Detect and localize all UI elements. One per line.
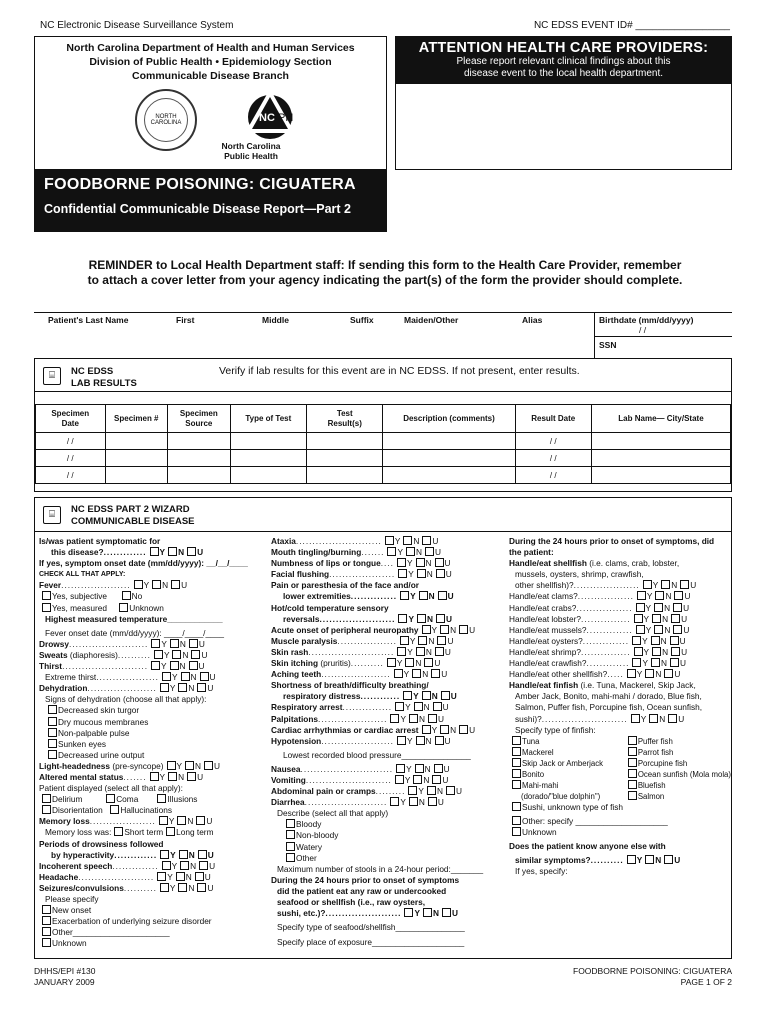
checkbox[interactable] xyxy=(400,636,409,645)
checkbox[interactable] xyxy=(408,786,417,795)
checkbox[interactable] xyxy=(415,764,424,773)
attention-line-1: Please report relevant clinical findings about this xyxy=(456,56,671,67)
col-test-type: Type of Test xyxy=(230,405,306,433)
checkbox[interactable] xyxy=(387,547,396,556)
checkbox[interactable] xyxy=(187,547,196,556)
checkbox[interactable] xyxy=(409,714,418,723)
checkbox[interactable] xyxy=(670,658,679,667)
checkbox[interactable] xyxy=(189,639,198,648)
col-specimen-number: Specimen # xyxy=(105,405,168,433)
checkbox[interactable] xyxy=(417,614,426,623)
checkbox[interactable] xyxy=(196,816,205,825)
checkbox[interactable] xyxy=(406,547,415,556)
form-title: FOODBORNE POISONING: CIGUATERA xyxy=(44,176,356,193)
checkbox[interactable] xyxy=(187,772,196,781)
column-1: Is/was patient symptomatic for this disease?............. Y N U If yes, symptom onset date (mm/dd/yyyy): __/__/____ CHECK ALL THAT APPLY: Fever..................... Y N U Yes, subjective No Yes, measured Unknown Highest measured temperature____________ Fever onset date (mm/dd/yyyy): ____/____/____ Drowsy........................ Y N U Sweats (diaphoresis).......... Y N U Thirst.......................... Y N U Extreme thirst................... Y N U Dehydration..................... Y N U Signs of dehydration (choose all that apply): Decreased skin turgor Dry mucous membranes Non-palpable pulse Sunken eyes Decreased urine output Light-headedness (pre-syncope) Y N U Altered mental status....... Y N U Patient displayed (select all that apply): Delirium Coma Illusions Disorientation Hallucinations Memory loss.................... Y N U Memory loss was: Short term Long term Periods of drowsiness followed by hyperactivity............. Y N U Incoherent speech.............. Y N U Headache....................... Y N U Seizures/convulsions.......... Y N U Please specify New onset Exacerbation of underlying seizure disorder Other_____________________ Unknown xyxy=(39,536,248,949)
checkbox[interactable] xyxy=(628,747,637,756)
checkbox[interactable] xyxy=(671,614,680,623)
checkbox[interactable] xyxy=(649,714,658,723)
checkbox[interactable] xyxy=(628,736,637,745)
checkbox[interactable] xyxy=(154,650,163,659)
agency-line-2: Division of Public Health • Epidemiology Section xyxy=(89,56,332,68)
checkbox[interactable] xyxy=(42,905,51,914)
checkbox[interactable] xyxy=(286,819,295,828)
checkbox[interactable] xyxy=(442,908,451,917)
checkbox[interactable] xyxy=(645,669,654,678)
checkbox[interactable] xyxy=(404,908,413,917)
checkbox[interactable] xyxy=(114,827,123,836)
checkbox[interactable] xyxy=(436,614,445,623)
svg-text:NC: NC xyxy=(259,112,275,124)
maiden-label: Maiden/Other xyxy=(404,315,459,325)
checkbox[interactable] xyxy=(48,728,57,737)
checkbox[interactable] xyxy=(512,780,521,789)
reminder: REMINDER to Local Health Department staff: If sending this form to the Health Care Provider, remember to attach a cover letter from your agency indicating the part(s) of the form the provider should complete. xyxy=(87,258,683,287)
checkbox[interactable] xyxy=(418,636,427,645)
checkbox[interactable] xyxy=(636,625,645,634)
table-row[interactable]: / / / / xyxy=(36,450,731,467)
checkbox[interactable] xyxy=(512,816,521,825)
lab-verify-text: Verify if lab results for this event are in NC EDSS. If not present, enter results. xyxy=(219,365,580,377)
checkbox[interactable] xyxy=(673,625,682,634)
checkbox[interactable] xyxy=(48,717,57,726)
checkbox[interactable] xyxy=(512,827,521,836)
table-row[interactable]: / / / / xyxy=(36,433,731,450)
alias-label: Alias xyxy=(522,315,543,325)
checkbox[interactable] xyxy=(189,661,198,670)
checkbox[interactable] xyxy=(436,569,445,578)
checkbox[interactable] xyxy=(168,772,177,781)
computer-icon: ⌸ xyxy=(43,367,61,385)
checkbox[interactable] xyxy=(512,802,521,811)
checkbox[interactable] xyxy=(628,769,637,778)
checkbox[interactable] xyxy=(204,761,213,770)
column-3: During the 24 hours prior to onset of symptoms, did the patient: Handle/eat shellfish (i.e. clams, crab, lobster, mussels, oysters, shrimp, crawfish, other shellfish)?.................... Y N U Handle/eat clams?................. Y N U Handle/eat crabs?................. Y N U Handle/eat lobster?............... Y N U Handle/eat mussels?.............. Y N U Handle/eat oysters?.............. Y N U Handle/eat shrimp?............... Y N U Handle/eat crawfish?............. Y N U Handle/eat other shellfish?..... Y N U Handle/eat finfish (i.e. Tuna, Mackerel, Skip Jack, Amber Jack, Bonito, mahi-mahi / dorado, Blue fish, Salmon, Puffer fish, Porcupine fish, Ocean sunfish, sushi)?.......................... Y N U Specify type of finfish: Tuna Mackerel Skip Jack or Amberjack Bonito Mahi-mahi (dorado/"blue dolphin") Puffer fish Parrot fish Porcupine fish Ocean sunfish (Mola mola) Bluefish Salmon Sushi, unknown type of fish Other: specify ____________________ Unknown Does the patient know anyone else with similar symptoms?.......... Y N U If yes, specify: xyxy=(509,536,731,876)
checkbox[interactable] xyxy=(171,580,180,589)
checkbox[interactable] xyxy=(512,747,521,756)
last-name-label: Patient's Last Name xyxy=(48,315,129,325)
checkbox[interactable] xyxy=(181,672,190,681)
checkbox[interactable] xyxy=(162,672,171,681)
checkbox[interactable] xyxy=(160,850,169,859)
checkbox[interactable] xyxy=(48,739,57,748)
checkbox[interactable] xyxy=(185,761,194,770)
checkbox[interactable] xyxy=(176,872,185,881)
checkbox[interactable] xyxy=(427,786,436,795)
checkbox[interactable] xyxy=(110,805,119,814)
checkbox[interactable] xyxy=(162,861,171,870)
patient-info-row xyxy=(34,312,732,358)
checkbox[interactable] xyxy=(151,639,160,648)
checkbox[interactable] xyxy=(178,683,187,692)
col-description: Description (comments) xyxy=(383,405,515,433)
checkbox[interactable] xyxy=(422,725,431,734)
checkbox[interactable] xyxy=(459,725,468,734)
col-specimen-date: Specimen Date xyxy=(36,405,106,433)
checkbox[interactable] xyxy=(628,791,637,800)
checkbox[interactable] xyxy=(423,908,432,917)
checkbox[interactable] xyxy=(422,536,431,545)
checkbox[interactable] xyxy=(390,797,399,806)
checkbox[interactable] xyxy=(177,816,186,825)
checkbox[interactable] xyxy=(628,758,637,767)
col-test-result: Test Result(s) xyxy=(307,405,383,433)
checkbox[interactable] xyxy=(637,591,646,600)
checkbox[interactable] xyxy=(627,669,636,678)
table-row[interactable]: / / / / xyxy=(36,467,731,484)
checkbox[interactable] xyxy=(434,764,443,773)
agency-line-3: Communicable Disease Branch xyxy=(132,70,289,82)
checkbox[interactable] xyxy=(431,669,440,678)
checkbox[interactable] xyxy=(664,669,673,678)
checkbox[interactable] xyxy=(286,853,295,862)
checkbox[interactable] xyxy=(636,603,645,612)
checkbox[interactable] xyxy=(670,636,679,645)
checkbox[interactable] xyxy=(422,625,431,634)
checkbox[interactable] xyxy=(42,603,51,612)
checkbox[interactable] xyxy=(395,702,404,711)
checkbox[interactable] xyxy=(416,558,425,567)
checkbox[interactable] xyxy=(119,603,128,612)
checkbox[interactable] xyxy=(416,736,425,745)
state-seal-icon: NORTH CAROLINA xyxy=(135,89,197,151)
checkbox[interactable] xyxy=(152,580,161,589)
checkbox[interactable] xyxy=(446,786,455,795)
checkbox[interactable] xyxy=(159,816,168,825)
checkbox[interactable] xyxy=(668,714,677,723)
checkbox[interactable] xyxy=(150,772,159,781)
form-title-bar xyxy=(34,170,387,232)
checkbox[interactable] xyxy=(414,702,423,711)
checkbox[interactable] xyxy=(134,580,143,589)
checkbox[interactable] xyxy=(398,614,407,623)
checkbox[interactable] xyxy=(197,683,206,692)
checkbox[interactable] xyxy=(197,883,206,892)
checkbox[interactable] xyxy=(395,775,404,784)
checkbox[interactable] xyxy=(397,647,406,656)
checkbox[interactable] xyxy=(512,758,521,767)
checkbox[interactable] xyxy=(412,669,421,678)
checkbox[interactable] xyxy=(417,569,426,578)
checkbox[interactable] xyxy=(394,669,403,678)
checkbox[interactable] xyxy=(674,591,683,600)
birthdate-field[interactable]: / / xyxy=(639,325,647,335)
checkbox[interactable] xyxy=(435,647,444,656)
col-lab-name: Lab Name— City/State xyxy=(591,405,730,433)
checkbox[interactable] xyxy=(396,764,405,773)
checkbox[interactable] xyxy=(671,647,680,656)
event-id: NC EDSS EVENT ID# _________________ xyxy=(533,20,730,31)
checkbox[interactable] xyxy=(42,927,51,936)
middle-name-label: Middle xyxy=(262,315,289,325)
checkbox[interactable] xyxy=(168,547,177,556)
checkbox[interactable] xyxy=(150,547,159,556)
svg-text:PH: PH xyxy=(278,112,294,124)
checkbox[interactable] xyxy=(286,830,295,839)
computer-icon: ⌸ xyxy=(43,506,61,524)
checkbox[interactable] xyxy=(387,658,396,667)
checkbox[interactable] xyxy=(403,691,412,700)
checkbox[interactable] xyxy=(160,683,169,692)
checkbox[interactable] xyxy=(435,558,444,567)
attention-title: ATTENTION HEALTH CARE PROVIDERS: xyxy=(418,40,709,56)
checkbox[interactable] xyxy=(180,861,189,870)
lab-results-section xyxy=(34,358,732,492)
checkbox[interactable] xyxy=(416,647,425,656)
checkbox[interactable] xyxy=(438,591,447,600)
checkbox[interactable] xyxy=(172,650,181,659)
checkbox[interactable] xyxy=(160,883,169,892)
checkbox[interactable] xyxy=(652,614,661,623)
checkbox[interactable] xyxy=(397,558,406,567)
checkbox[interactable] xyxy=(661,580,670,589)
checkbox[interactable] xyxy=(199,861,208,870)
checkbox[interactable] xyxy=(512,769,521,778)
checkbox[interactable] xyxy=(167,761,176,770)
checkbox[interactable] xyxy=(385,536,394,545)
checkbox[interactable] xyxy=(48,750,57,759)
checkbox[interactable] xyxy=(440,725,449,734)
column-2: Ataxia.......................... Y N U Mouth tingling/burning....... Y N U Numbness of lips or tongue.... Y N U Facial flushing.................... Y N U Pain or paresthesia of the face and/or lower extremities.............. Y N U Hot/cold temperature sensory reversals....................... Y N U Acute onset of peripheral neuropathy Y N U Muscle paralysis.................. Y N U Skin rash.......................... Y N U Skin itching (pruritis).......... Y N U Aching teeth..................... Y N U Shortness of breath/difficulty breathing/ respiratory distress............ Y N U Respiratory arrest............... Y N U Palpitations..................... Y N U Cardiac arrhythmias or cardiac arrest Y N U Hypotension...................... Y N U Lowest recorded blood pressure_______________ Nausea............................ Y N U Vomiting.......................... Y N U Abdominal pain or cramps......... Y N U Diarrhea......................... Y N U Describe (select all that apply) Bloody Non-bloody Watery Other Maximum number of stools in a 24-hour period:_______ During the 24 hours prior to onset of symptoms did the patient eat any raw or undercooked seafood or shellfish (i.e., raw oysters, sushi, etc.)?....................... Y N U Specify type of seafood/shellfish_______________ Specify place of exposure____________________ xyxy=(271,536,484,948)
checkbox[interactable] xyxy=(428,714,437,723)
checkbox[interactable] xyxy=(424,658,433,667)
checkbox[interactable] xyxy=(48,705,57,714)
footer-page: FOODBORNE POISONING: CIGUATERA PAGE 1 OF 2 xyxy=(573,966,732,987)
checkbox[interactable] xyxy=(631,714,640,723)
checkbox[interactable] xyxy=(191,650,200,659)
checkbox[interactable] xyxy=(170,661,179,670)
checkbox[interactable] xyxy=(440,625,449,634)
col-result-date: Result Date xyxy=(515,405,591,433)
checkbox[interactable] xyxy=(425,547,434,556)
checkbox[interactable] xyxy=(398,569,407,578)
checkbox[interactable] xyxy=(390,714,399,723)
checkbox[interactable] xyxy=(179,850,188,859)
checkbox[interactable] xyxy=(627,855,636,864)
checkbox[interactable] xyxy=(433,702,442,711)
checkbox[interactable] xyxy=(170,639,179,648)
checkbox[interactable] xyxy=(419,591,428,600)
agency-header xyxy=(34,36,387,170)
checkbox[interactable] xyxy=(432,775,441,784)
checkbox[interactable] xyxy=(654,603,663,612)
cd-section-title: NC EDSS PART 2 WIZARD COMMUNICABLE DISEASE xyxy=(71,504,195,527)
logo-text: North Carolina Public Health xyxy=(221,141,281,161)
checkbox[interactable] xyxy=(673,603,682,612)
ssn-label: SSN xyxy=(599,340,617,350)
communicable-disease-section xyxy=(34,497,732,959)
checkbox[interactable] xyxy=(459,625,468,634)
checkbox[interactable] xyxy=(42,938,51,947)
checkbox[interactable] xyxy=(422,691,431,700)
checkbox[interactable] xyxy=(195,872,204,881)
checkbox[interactable] xyxy=(655,591,664,600)
checkbox[interactable] xyxy=(664,855,673,864)
checkbox[interactable] xyxy=(680,580,689,589)
checkbox[interactable] xyxy=(122,591,131,600)
attention-line-2: disease event to the local health department. xyxy=(463,68,664,79)
checkbox[interactable] xyxy=(651,636,660,645)
checkbox[interactable] xyxy=(645,855,654,864)
checkbox[interactable] xyxy=(651,658,660,667)
checkbox[interactable] xyxy=(42,805,51,814)
checkbox[interactable] xyxy=(178,883,187,892)
checkbox[interactable] xyxy=(286,842,295,851)
first-name-label: First xyxy=(176,315,195,325)
checkbox[interactable] xyxy=(437,636,446,645)
system-name: NC Electronic Disease Surveillance System xyxy=(40,20,234,31)
checkbox[interactable] xyxy=(435,736,444,745)
checkbox[interactable] xyxy=(198,850,207,859)
attention-box xyxy=(395,36,732,170)
checkbox[interactable] xyxy=(405,658,414,667)
checkbox[interactable] xyxy=(42,916,51,925)
lab-results-table xyxy=(35,404,731,484)
checkbox[interactable] xyxy=(151,661,160,670)
checkbox[interactable] xyxy=(403,536,412,545)
checkbox[interactable] xyxy=(166,827,175,836)
checkbox[interactable] xyxy=(441,691,450,700)
checkbox[interactable] xyxy=(512,736,521,745)
checkbox[interactable] xyxy=(400,591,409,600)
checkbox[interactable] xyxy=(652,647,661,656)
agency-line-1: North Carolina Department of Health and Human Services xyxy=(66,42,355,54)
checkbox[interactable] xyxy=(397,736,406,745)
checkbox[interactable] xyxy=(42,794,51,803)
checkbox[interactable] xyxy=(628,780,637,789)
suffix-label: Suffix xyxy=(350,315,374,325)
checkbox[interactable] xyxy=(643,580,652,589)
checkbox[interactable] xyxy=(106,794,115,803)
form-subtitle: Confidential Communicable Disease Report—Part 2 xyxy=(44,202,352,216)
lab-section-title: NC EDSS LAB RESULTS xyxy=(71,366,137,389)
checkbox[interactable] xyxy=(428,797,437,806)
checkbox[interactable] xyxy=(632,658,641,667)
checkbox[interactable] xyxy=(634,647,643,656)
col-specimen-source: Specimen Source xyxy=(168,405,231,433)
checkbox[interactable] xyxy=(654,625,663,634)
birthdate-label: Birthdate (mm/dd/yyyy) xyxy=(599,315,694,325)
checkbox[interactable] xyxy=(634,614,643,623)
checkbox[interactable] xyxy=(157,872,166,881)
checkbox[interactable] xyxy=(409,797,418,806)
checkbox[interactable] xyxy=(413,775,422,784)
checkbox[interactable] xyxy=(200,672,209,681)
checkbox[interactable] xyxy=(632,636,641,645)
checkbox[interactable] xyxy=(157,794,166,803)
checkbox[interactable] xyxy=(42,591,51,600)
footer-form-id: DHHS/EPI #130 JANUARY 2009 xyxy=(34,966,96,987)
